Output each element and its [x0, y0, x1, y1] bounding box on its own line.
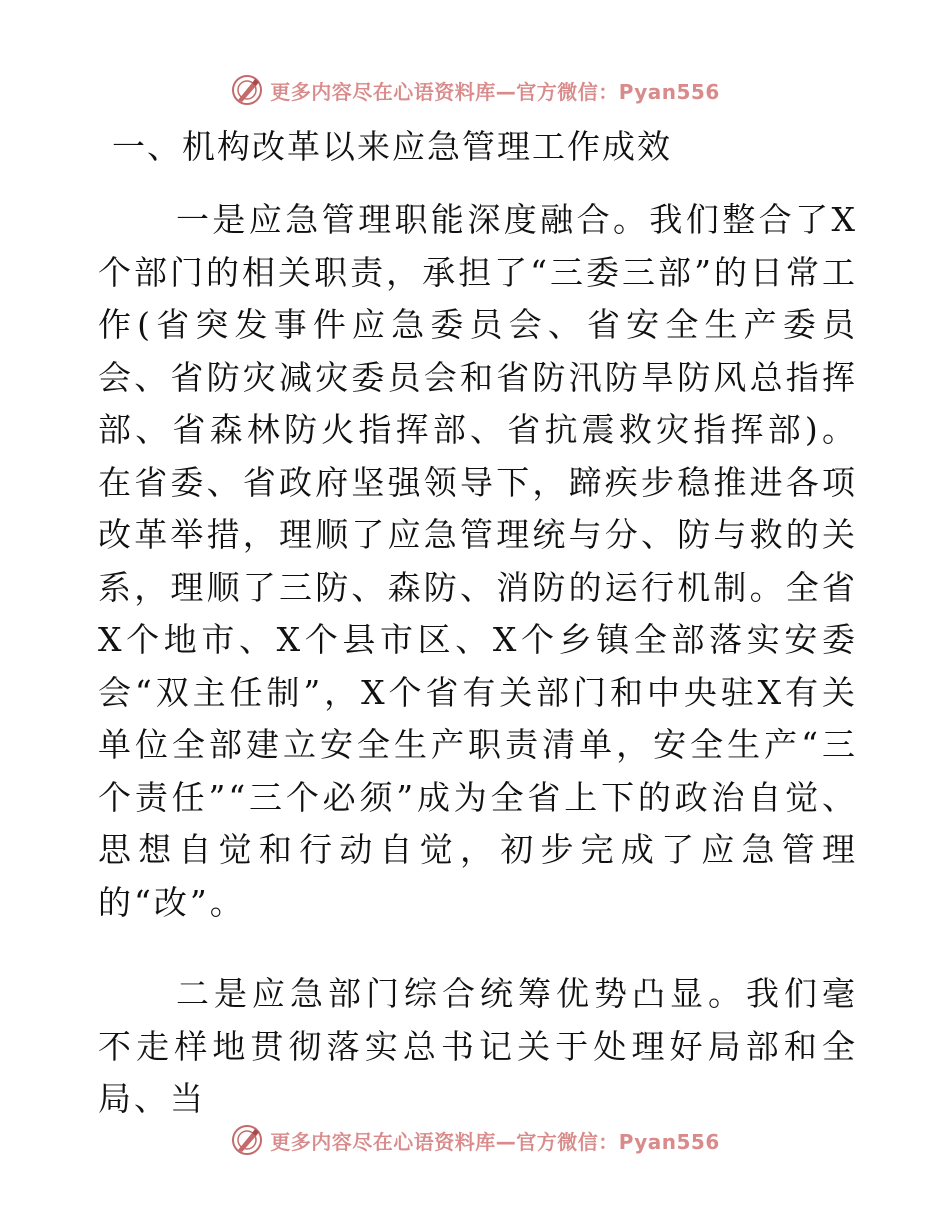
pen-logo-icon — [230, 1123, 264, 1157]
watermark-header — [0, 72, 950, 108]
watermark-text: 更多内容尽在心语资料库—官方微信：Pyan556 — [270, 1129, 720, 1154]
watermark-text: 更多内容尽在心语资料库—官方微信：Pyan556 — [270, 79, 720, 104]
body-paragraph-2: 二是应急部门综合统筹优势凸显。我们毫不走样地贯彻落实总书记关于处理好局部和全局、当 — [98, 974, 858, 1118]
section-heading: 一、机构改革以来应急管理工作成效 — [112, 127, 672, 166]
watermark-footer — [0, 1122, 950, 1158]
pen-logo-icon — [230, 73, 264, 107]
body-paragraph-1: 一是应急管理职能深度融合。我们整合了X个部门的相关职责，承担了“三委三部”的日常工作(省突发事件应急委员会、省安全生产委员会、省防灾减灾委员会和省防汛防旱防风总指挥部、省森林防火指挥部、省抗震救灾指挥部)。在省委、省政府坚强领导下，蹄疾步稳推进各项改革举措，理顺了应急管理统与分、防与救的关系，理顺了三防、森防、消防的运行机制。全省X个地市、X个县市区、X个乡镇全部落实安委会“双主任制”，X个省有关部门和中央驻X有关单位全部建立安全生产职责清单，安全生产“三个责任”“三个必须”成为全省上下的政治自觉、思想自觉和行动自觉，初步完成了应急管理的“改”。 — [98, 200, 858, 922]
